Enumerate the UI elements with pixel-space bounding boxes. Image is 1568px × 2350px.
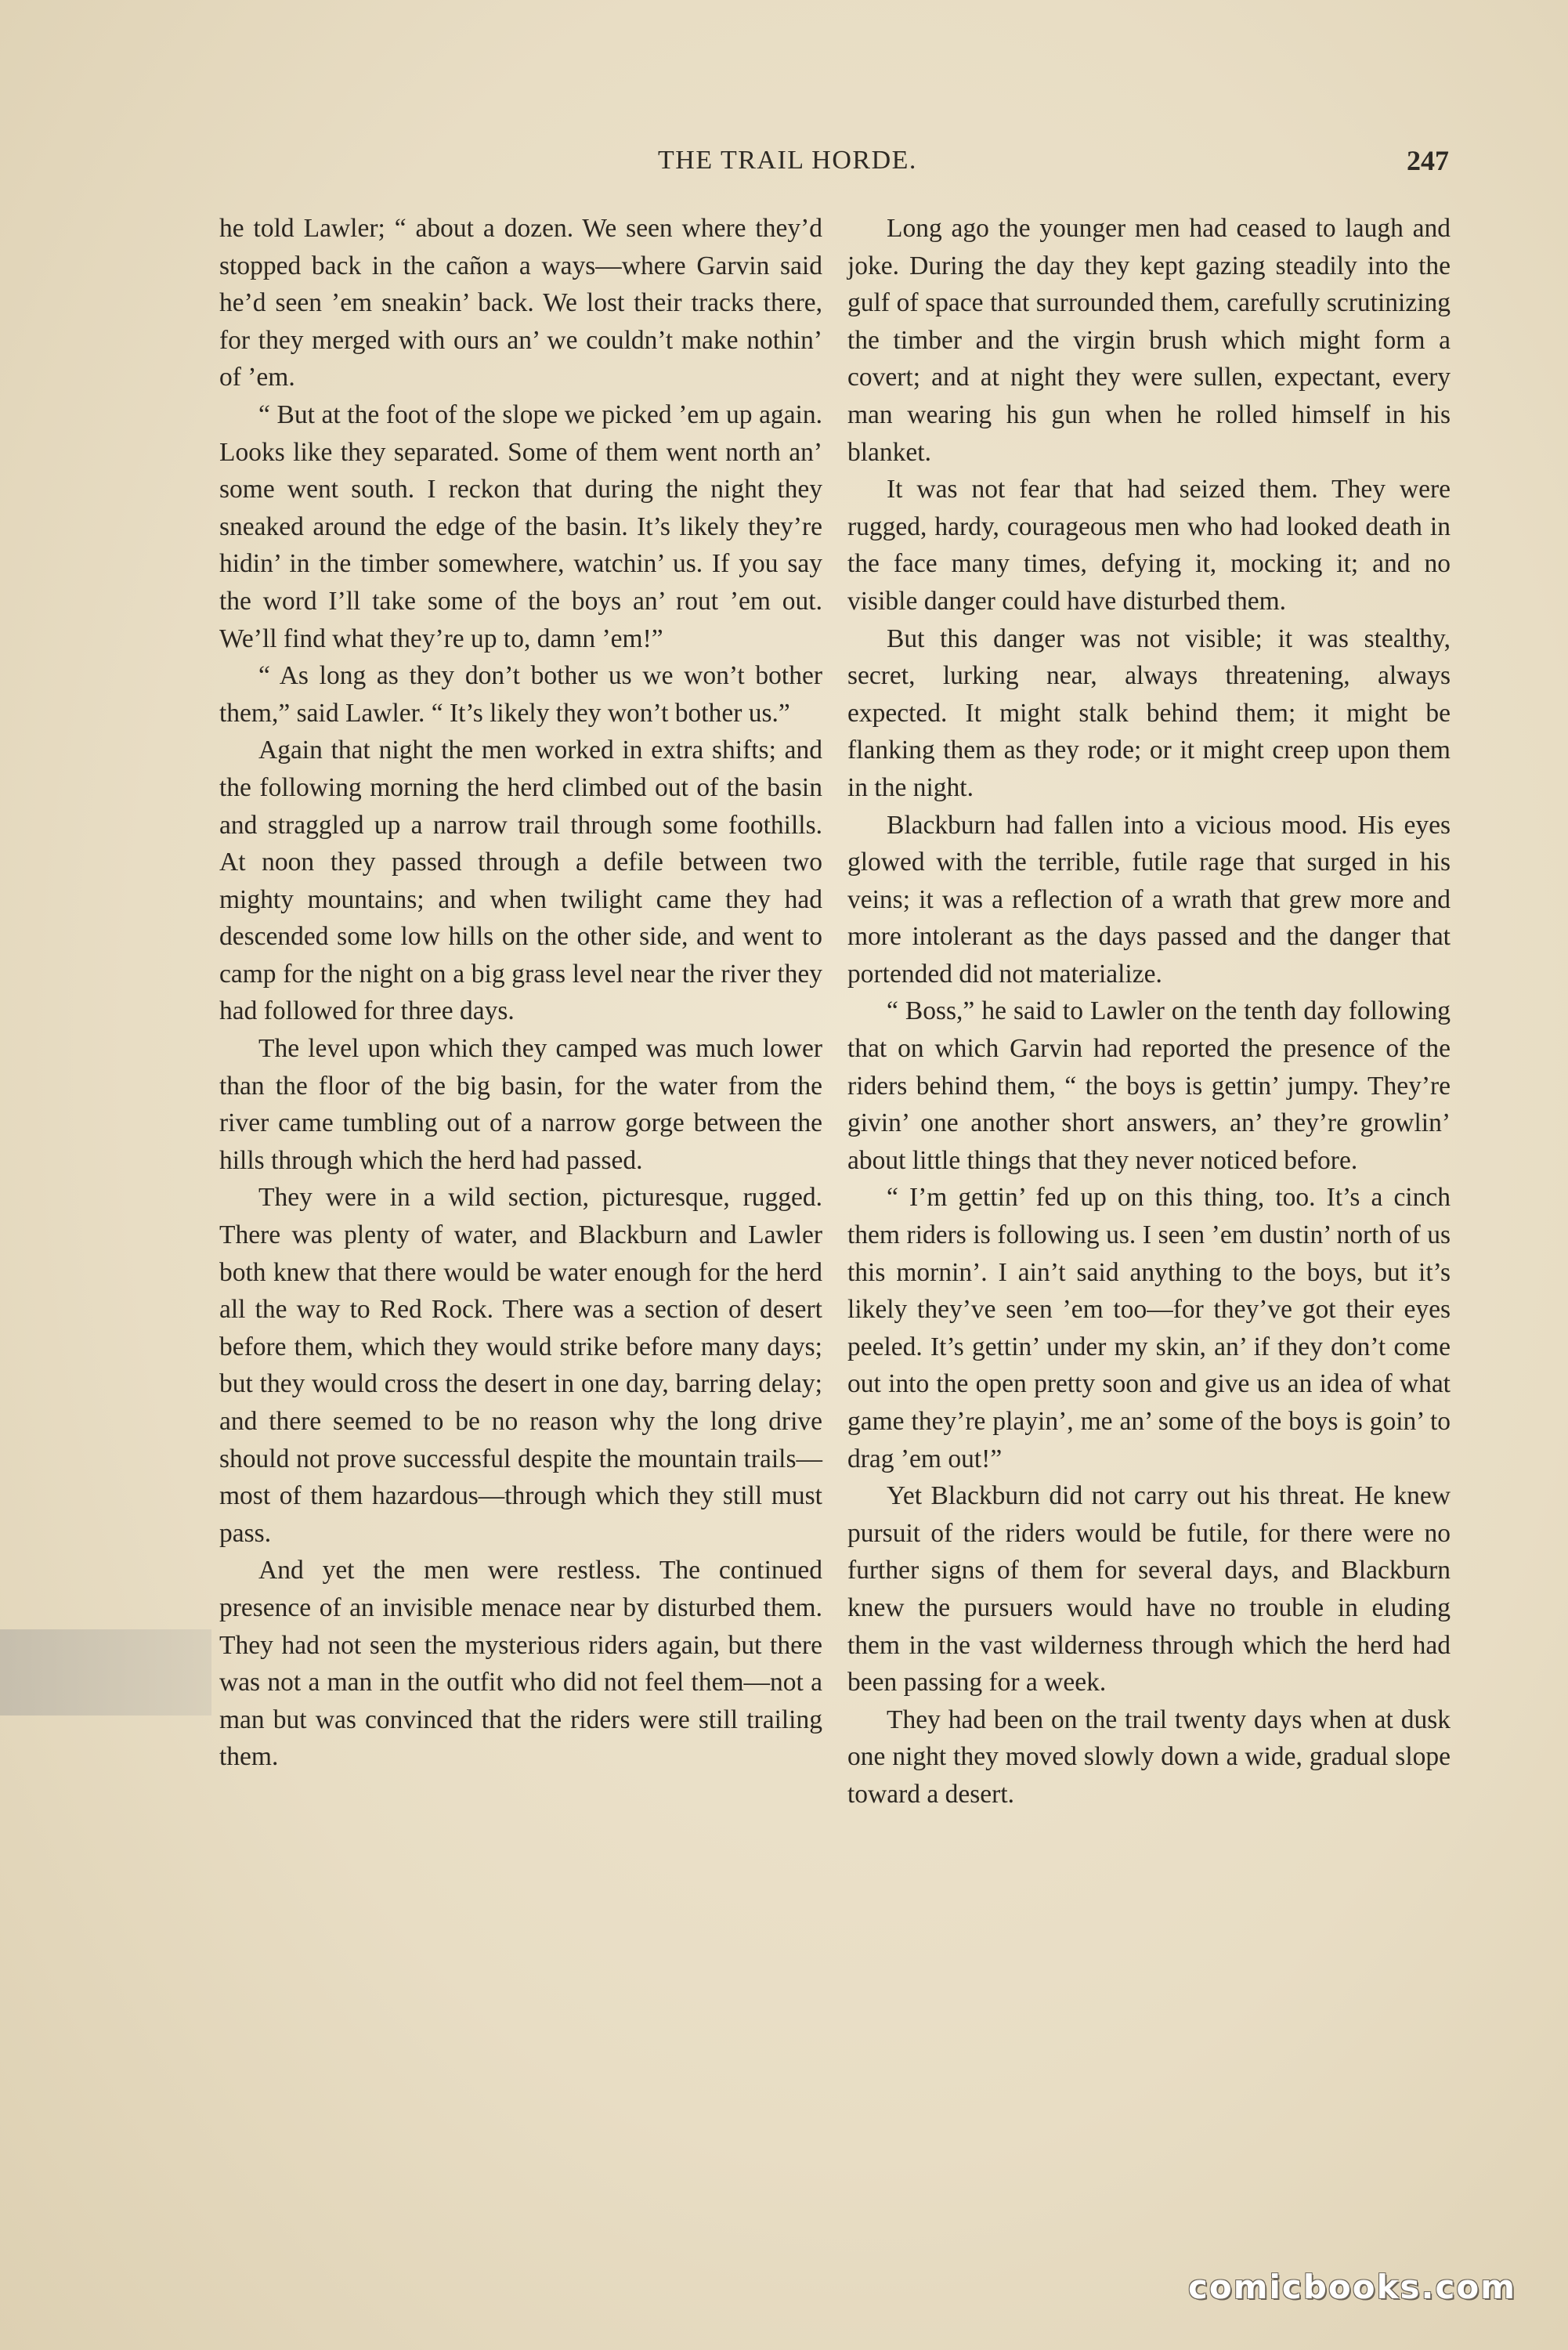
scan-shadow-strip xyxy=(0,1629,211,1716)
right-paragraph: It was not fear that had seized them. They were rugged, hardy, courageous men who had looked death in the face many times, defying it, mocking it; and no visible danger could have disturbed them. xyxy=(847,475,1451,616)
watermark-logo: comicbooks.com xyxy=(1188,2268,1516,2306)
right-paragraph: “ I’m gettin’ fed up on this thing, too. It’s a cinch them riders is following us. I seen ’em dustin’ north of us this mornin’. I ain’t said anything to the boys, but it’s likely they’ve seen ’em too—for they’ve got their eyes peeled. It’s gettin’ under my skin, an’ if they don’t come out into the open pretty soon and give us an idea of what game they’re playin’, me an’ some of the boys is goin’ to drag ’em out!” xyxy=(847,1183,1451,1473)
left-paragraph: They were in a wild section, picturesque, rugged. There was plenty of water, and Blackburn and Lawler both knew that there would be water enough for the herd all the way to Red Rock. There was a section of desert before them, which they would strike before many days; but they would cross the desert in one day, barring delay; and there seemed to be no reason why the long drive should not prove successful despite the mountain trails—most of them hazardous—through which they still must pass. xyxy=(219,1183,822,1548)
left-text-column xyxy=(219,210,822,1776)
running-head xyxy=(196,146,1449,193)
right-text-column xyxy=(847,210,1451,1813)
page-number: 247 xyxy=(1407,145,1449,176)
right-paragraph: Yet Blackburn did not carry out his threat. He knew pursuit of the riders would be futile, for there were no further signs of them for several days, and Blackburn knew the pursuers would have no trouble in eluding them in the vast wilderness through which the herd had been passing for a week. xyxy=(847,1481,1451,1697)
right-paragraph: Blackburn had fallen into a vicious mood. His eyes glowed with the terrible, futile rage that surged in his veins; it was a reflection of a wrath that grew more and more intolerant as the days passed and the danger that portended did not materialize. xyxy=(847,810,1451,989)
running-title: THE TRAIL HORDE. xyxy=(658,146,917,175)
left-paragraph: “ But at the foot of the slope we picked ’em up again. Looks like they separated. Some of them went north an’ some went south. I reckon that during the night they sneaked around the edge of the basin. It’s likely they’re hidin’ in the timber somewhere, watchin’ us. If you say the word I’ll take some of the boys an’ rout ’em out. We’ll find what they’re up to, damn ’em!” xyxy=(219,400,822,653)
left-paragraph: Again that night the men worked in extra shifts; and the following morning the herd climbed out of the basin and straggled up a narrow trail through some foothills. At noon they passed through a defile between two mighty mountains; and when twilight came they had descended some low hills on the other side, and went to camp for the night on a big grass level near the river they had followed for three days. xyxy=(219,736,822,1026)
left-paragraph: The level upon which they camped was much lower than the floor of the big basin, for the water from the river came tumbling out of a narrow gorge between the hills through which the herd had passed. xyxy=(219,1034,822,1175)
left-paragraph: And yet the men were restless. The continued presence of an invisible menace near by disturbed them. They had not seen the mysterious riders again, but there was not a man in the outfit who did not feel them—not a man but was convinced that the riders were still trailing them. xyxy=(219,1556,822,1772)
left-paragraph: he told Lawler; “ about a dozen. We seen where they’d stopped back in the cañon a ways—where Garvin said he’d seen ’em sneakin’ back. We lost their tracks there, for they merged with ours an’ we couldn’t make nothin’ of ’em. xyxy=(219,214,822,392)
right-paragraph: But this danger was not visible; it was stealthy, secret, lurking near, always threatening, always expected. It might stalk behind them; it might be flanking them as they rode; or it might creep upon them in the night. xyxy=(847,624,1451,802)
right-paragraph: “ Boss,” he said to Lawler on the tenth day following that on which Garvin had reported the presence of the riders behind them, “ the boys is gettin’ jumpy. They’re givin’ one another short answers, an’ they’re growlin’ about little things that they never noticed before. xyxy=(847,996,1451,1175)
right-paragraph: Long ago the younger men had ceased to laugh and joke. During the day they kept gazing steadily into the gulf of space that surrounded them, carefully scrutinizing the timber and the virgin brush which might form a covert; and at night they were sullen, expectant, every man wearing his gun when he rolled himself in his blanket. xyxy=(847,214,1451,467)
right-paragraph: They had been on the trail twenty days when at dusk one night they moved slowly down a wide, gradual slope toward a desert. xyxy=(847,1705,1451,1809)
left-paragraph: “ As long as they don’t bother us we won’t bother them,” said Lawler. “ It’s likely they won’t bother us.” xyxy=(219,661,822,728)
